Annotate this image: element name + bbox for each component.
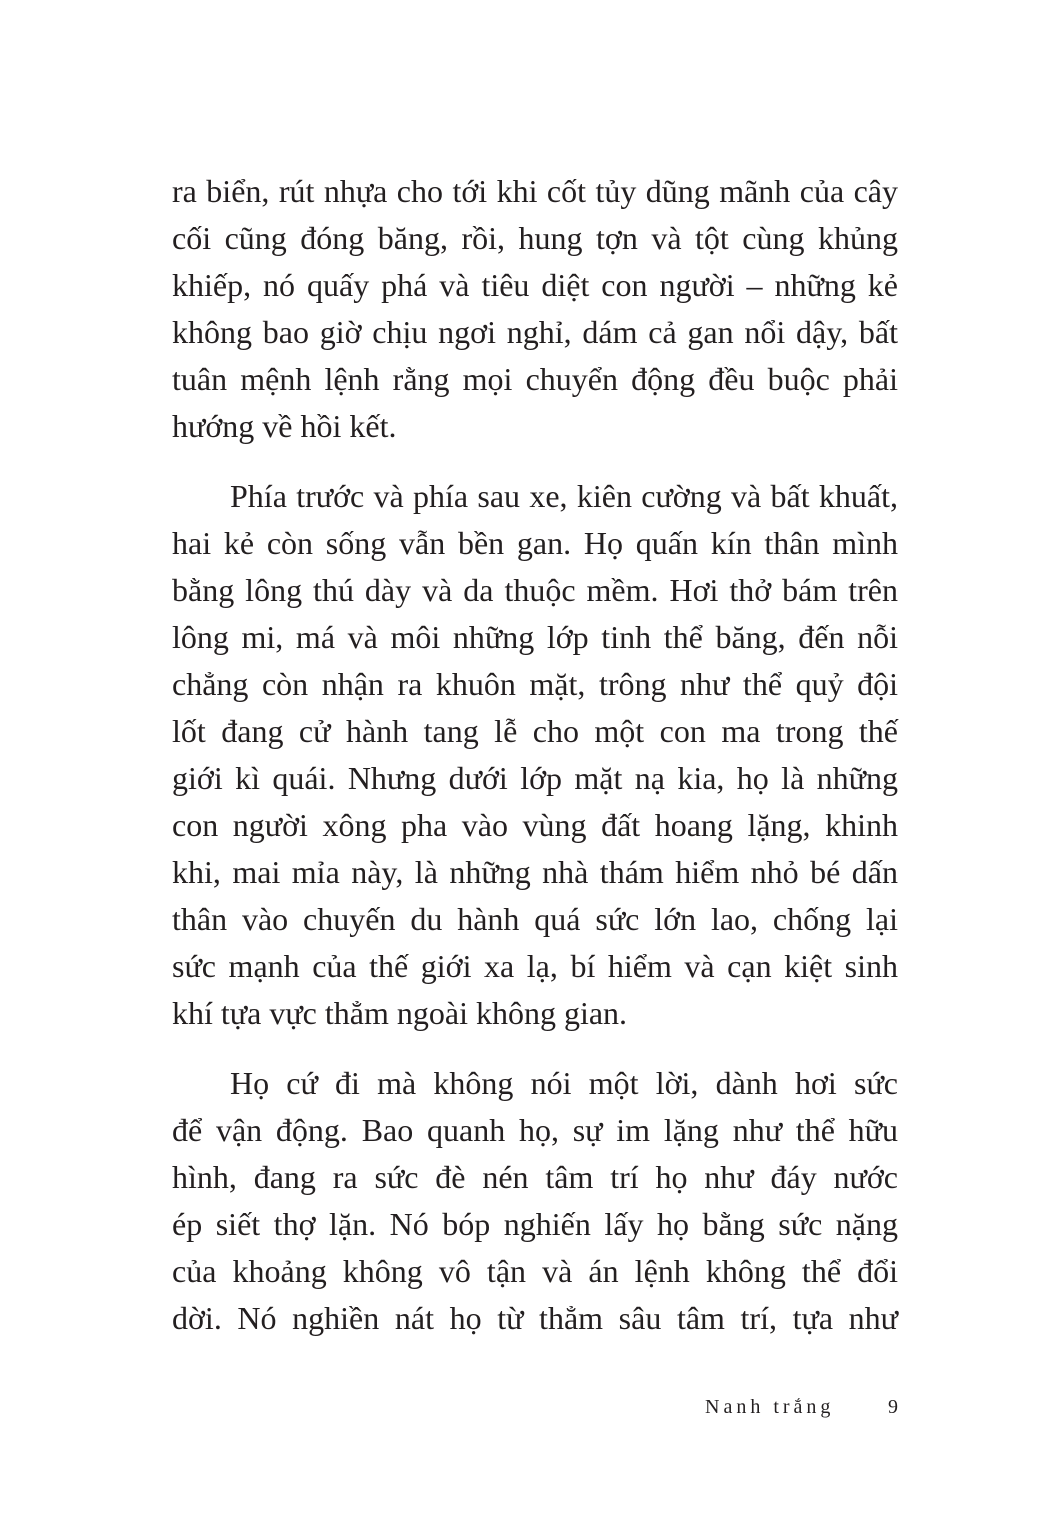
text-line: để vận động. Bao quanh họ, sự im lặng như thể hữu xyxy=(172,1112,898,1148)
text-line: tuân mệnh lệnh rằng mọi chuyển động đều buộc phải xyxy=(172,361,898,397)
page-number: 9 xyxy=(888,1396,898,1418)
text-line: ra biển, rút nhựa cho tới khi cốt tủy dũng mãnh của cây xyxy=(172,173,898,209)
text-line: hình, đang ra sức đè nén tâm trí họ như đáy nước xyxy=(172,1159,898,1195)
text-line: lốt đang cử hành tang lễ cho một con ma trong thế xyxy=(172,713,898,749)
text-line: khí tựa vực thẳm ngoài không gian. xyxy=(172,995,628,1031)
text-line: thân vào chuyến du hành quá sức lớn lao, chống lại xyxy=(172,901,898,937)
paragraph-gap xyxy=(172,1037,898,1060)
text-line: ép siết thợ lặn. Nó bóp nghiến lấy họ bằng sức nặng xyxy=(172,1206,898,1242)
text-line: Phía trước và phía sau xe, kiên cường và bất khuất, xyxy=(230,478,898,514)
text-line: cối cũng đóng băng, rồi, hung tợn và tột cùng khủng xyxy=(172,220,898,256)
text-line: Họ cứ đi mà không nói một lời, dành hơi sức xyxy=(230,1065,898,1101)
running-title: Nanh trắng xyxy=(705,1396,835,1418)
text-line: con người xông pha vào vùng đất hoang lặng, khinh xyxy=(172,807,898,843)
text-line: của khoảng không vô tận và án lệnh không thể đổi xyxy=(172,1253,898,1289)
page-footer xyxy=(700,1392,898,1422)
text-line: không bao giờ chịu ngơi nghỉ, dám cả gan nổi dậy, bất xyxy=(172,314,898,350)
text-line: sức mạnh của thế giới xa lạ, bí hiểm và cạn kiệt sinh xyxy=(172,948,898,984)
body-text xyxy=(172,168,898,1342)
text-line: lông mi, má và môi những lớp tinh thể băng, đến nỗi xyxy=(172,619,898,655)
text-line: khiếp, nó quấy phá và tiêu diệt con người – những kẻ xyxy=(172,267,898,303)
paragraph-gap xyxy=(172,450,898,473)
paragraph-1 xyxy=(172,168,898,450)
paragraph-3 xyxy=(172,1060,898,1342)
text-line: hướng về hồi kết. xyxy=(172,408,397,444)
text-line: khi, mai mỉa này, là những nhà thám hiểm nhỏ bé dấn xyxy=(172,854,898,890)
text-line: hai kẻ còn sống vẫn bền gan. Họ quấn kín thân mình xyxy=(172,525,898,561)
text-line: dời. Nó nghiền nát họ từ thẳm sâu tâm trí, tựa như xyxy=(172,1300,898,1336)
text-line: giới kì quái. Nhưng dưới lớp mặt nạ kia, họ là những xyxy=(172,760,898,796)
text-line: chẳng còn nhận ra khuôn mặt, trông như thể quỷ đội xyxy=(172,666,898,702)
text-line: bằng lông thú dày và da thuộc mềm. Hơi thở bám trên xyxy=(172,572,898,608)
paragraph-2 xyxy=(172,473,898,1037)
